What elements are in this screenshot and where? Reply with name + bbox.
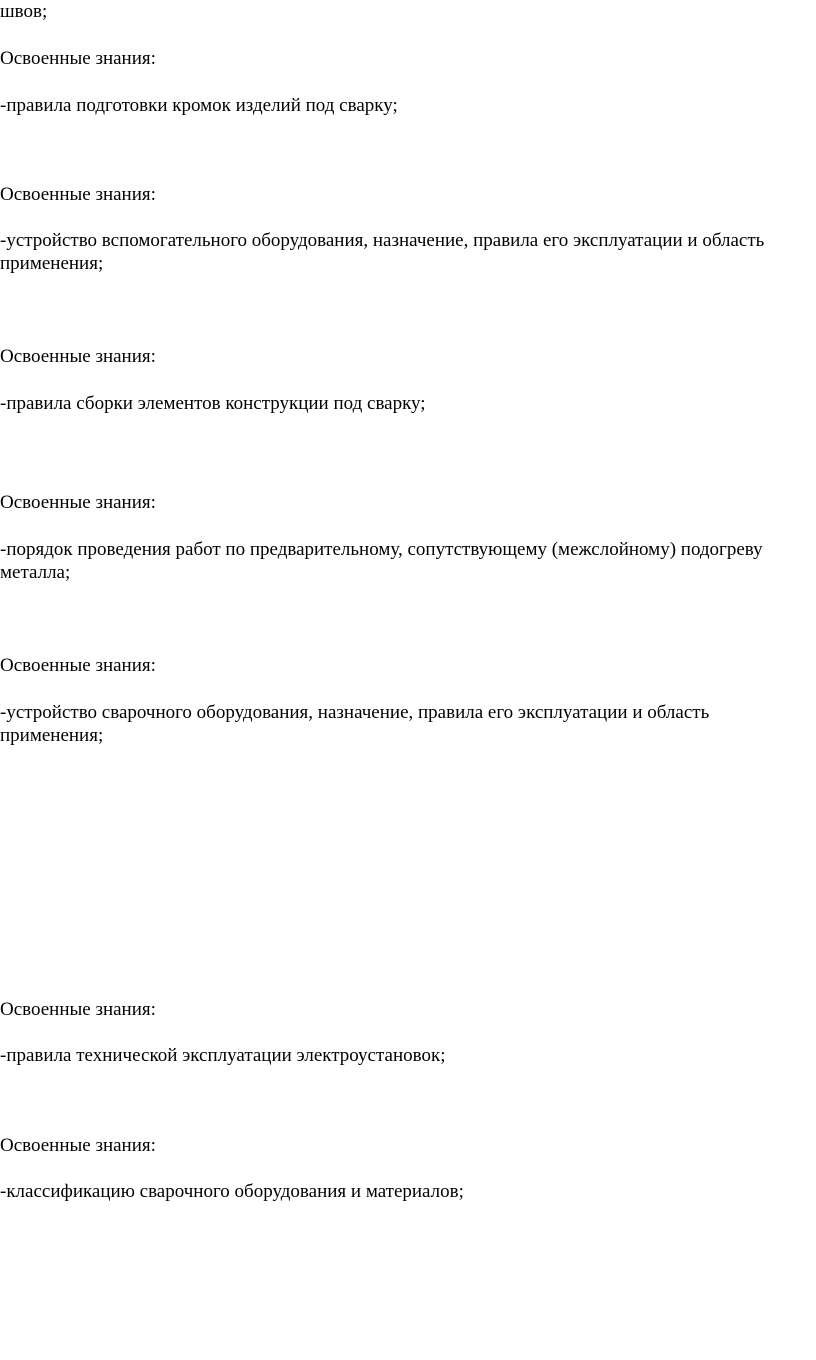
block-1-heading: Освоенные знания: bbox=[0, 48, 156, 69]
block-7-heading: Освоенные знания: bbox=[0, 1135, 156, 1156]
block-7-text: -классификацию сварочного оборудования и материалов; bbox=[0, 1181, 464, 1202]
block-4-text: -порядок проведения работ по предварительному, сопутствующему (межслойному) подогреву металла; bbox=[0, 539, 763, 583]
block-2-heading: Освоенные знания: bbox=[0, 184, 156, 205]
block-4-heading: Освоенные знания: bbox=[0, 492, 156, 513]
block-5-text: -устройство сварочного оборудования, назначение, правила его эксплуатации и область применения; bbox=[0, 702, 710, 746]
block-3-text: -правила сборки элементов конструкции под сварку; bbox=[0, 393, 426, 414]
block-5-heading: Освоенные знания: bbox=[0, 655, 156, 676]
block-6-text: -правила технической эксплуатации электроустановок; bbox=[0, 1045, 446, 1066]
lead-fragment: швов; bbox=[0, 1, 48, 22]
block-6-heading: Освоенные знания: bbox=[0, 999, 156, 1020]
block-2-text: -устройство вспомогательного оборудования, назначение, правила его эксплуатации и область применения; bbox=[0, 230, 765, 274]
block-3-heading: Освоенные знания: bbox=[0, 346, 156, 367]
block-1-text: -правила подготовки кромок изделий под сварку; bbox=[0, 95, 398, 116]
